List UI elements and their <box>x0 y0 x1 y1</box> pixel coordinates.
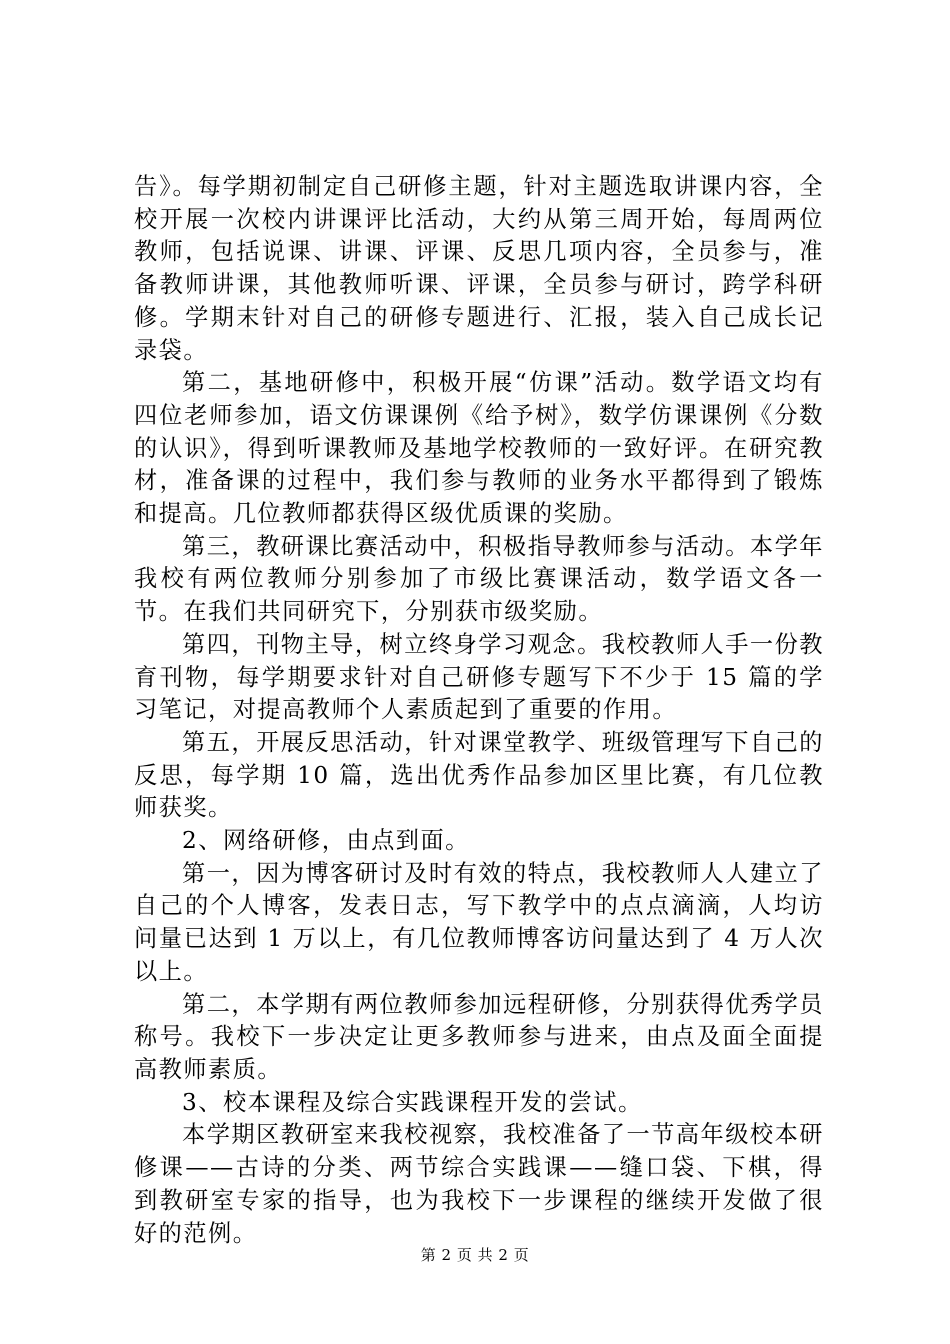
page-footer: 第 2 页 共 2 页 <box>420 1246 530 1264</box>
paragraph-3: 第三，教研课比赛活动中，积极指导教师参与活动。本学年我校有两位教师分别参加了市级比赛课活动，数学语文各一节。在我们共同研究下，分别获市级奖励。 <box>134 532 824 626</box>
paragraph-5: 第五，开展反思活动，针对课堂教学、班级管理写下自己的反思，每学期 10 篇，选出优秀作品参加区里比赛，有几位教师获奖。 <box>134 728 824 822</box>
document-body <box>134 171 824 1250</box>
paragraph-4: 第四，刊物主导，树立终身学习观念。我校教师人手一份教育刊物，每学期要求针对自己研修专题写下不少于 15 篇的学习笔记，对提高教师个人素质起到了重要的作用。 <box>134 630 824 724</box>
paragraph-1: 告》。每学期初制定自己研修主题，针对主题选取讲课内容，全校开展一次校内讲课评比活动，大约从第三周开始，每周两位教师，包括说课、讲课、评课、反思几项内容，全员参与，准备教师讲课，其他教师听课、评课，全员参与研讨，跨学科研修。学期末针对自己的研修专题进行、汇报，装入自己成长记录袋。 <box>134 173 824 364</box>
section-heading-curriculum: 3、校本课程及综合实践课程开发的尝试。 <box>182 1088 643 1116</box>
paragraph-2: 第二，基地研修中，积极开展“仿课”活动。数学语文均有四位老师参加，语文仿课课例《给予树》，数学仿课课例《分数的认识》，得到听课教师及基地学校教师的一致好评。在研究教材，准备课的过程中，我们参与教师的业务水平都得到了锻炼和提高。几位教师都获得区级优质课的奖励。 <box>134 369 824 528</box>
section-heading-network-training: 2、网络研修，由点到面。 <box>182 827 470 855</box>
paragraph-7: 第一，因为博客研讨及时有效的特点，我校教师人人建立了自己的个人博客，发表日志，写下教学中的点点滴滴，人均访问量已达到 1 万以上，有几位教师博客访问量达到了 4 万人次以上。 <box>134 859 824 985</box>
paragraph-10: 本学期区教研室来我校视察，我校准备了一节高年级校本研修课——古诗的分类、两节综合实践课——缝口袋、下棋，得到教研室专家的指导，也为我校下一步课程的继续开发做了很好的范例。 <box>134 1121 824 1247</box>
paragraph-8: 第二，本学期有两位教师参加远程研修，分别获得优秀学员称号。我校下一步决定让更多教师参与进来，由点及面全面提高教师素质。 <box>134 990 824 1083</box>
